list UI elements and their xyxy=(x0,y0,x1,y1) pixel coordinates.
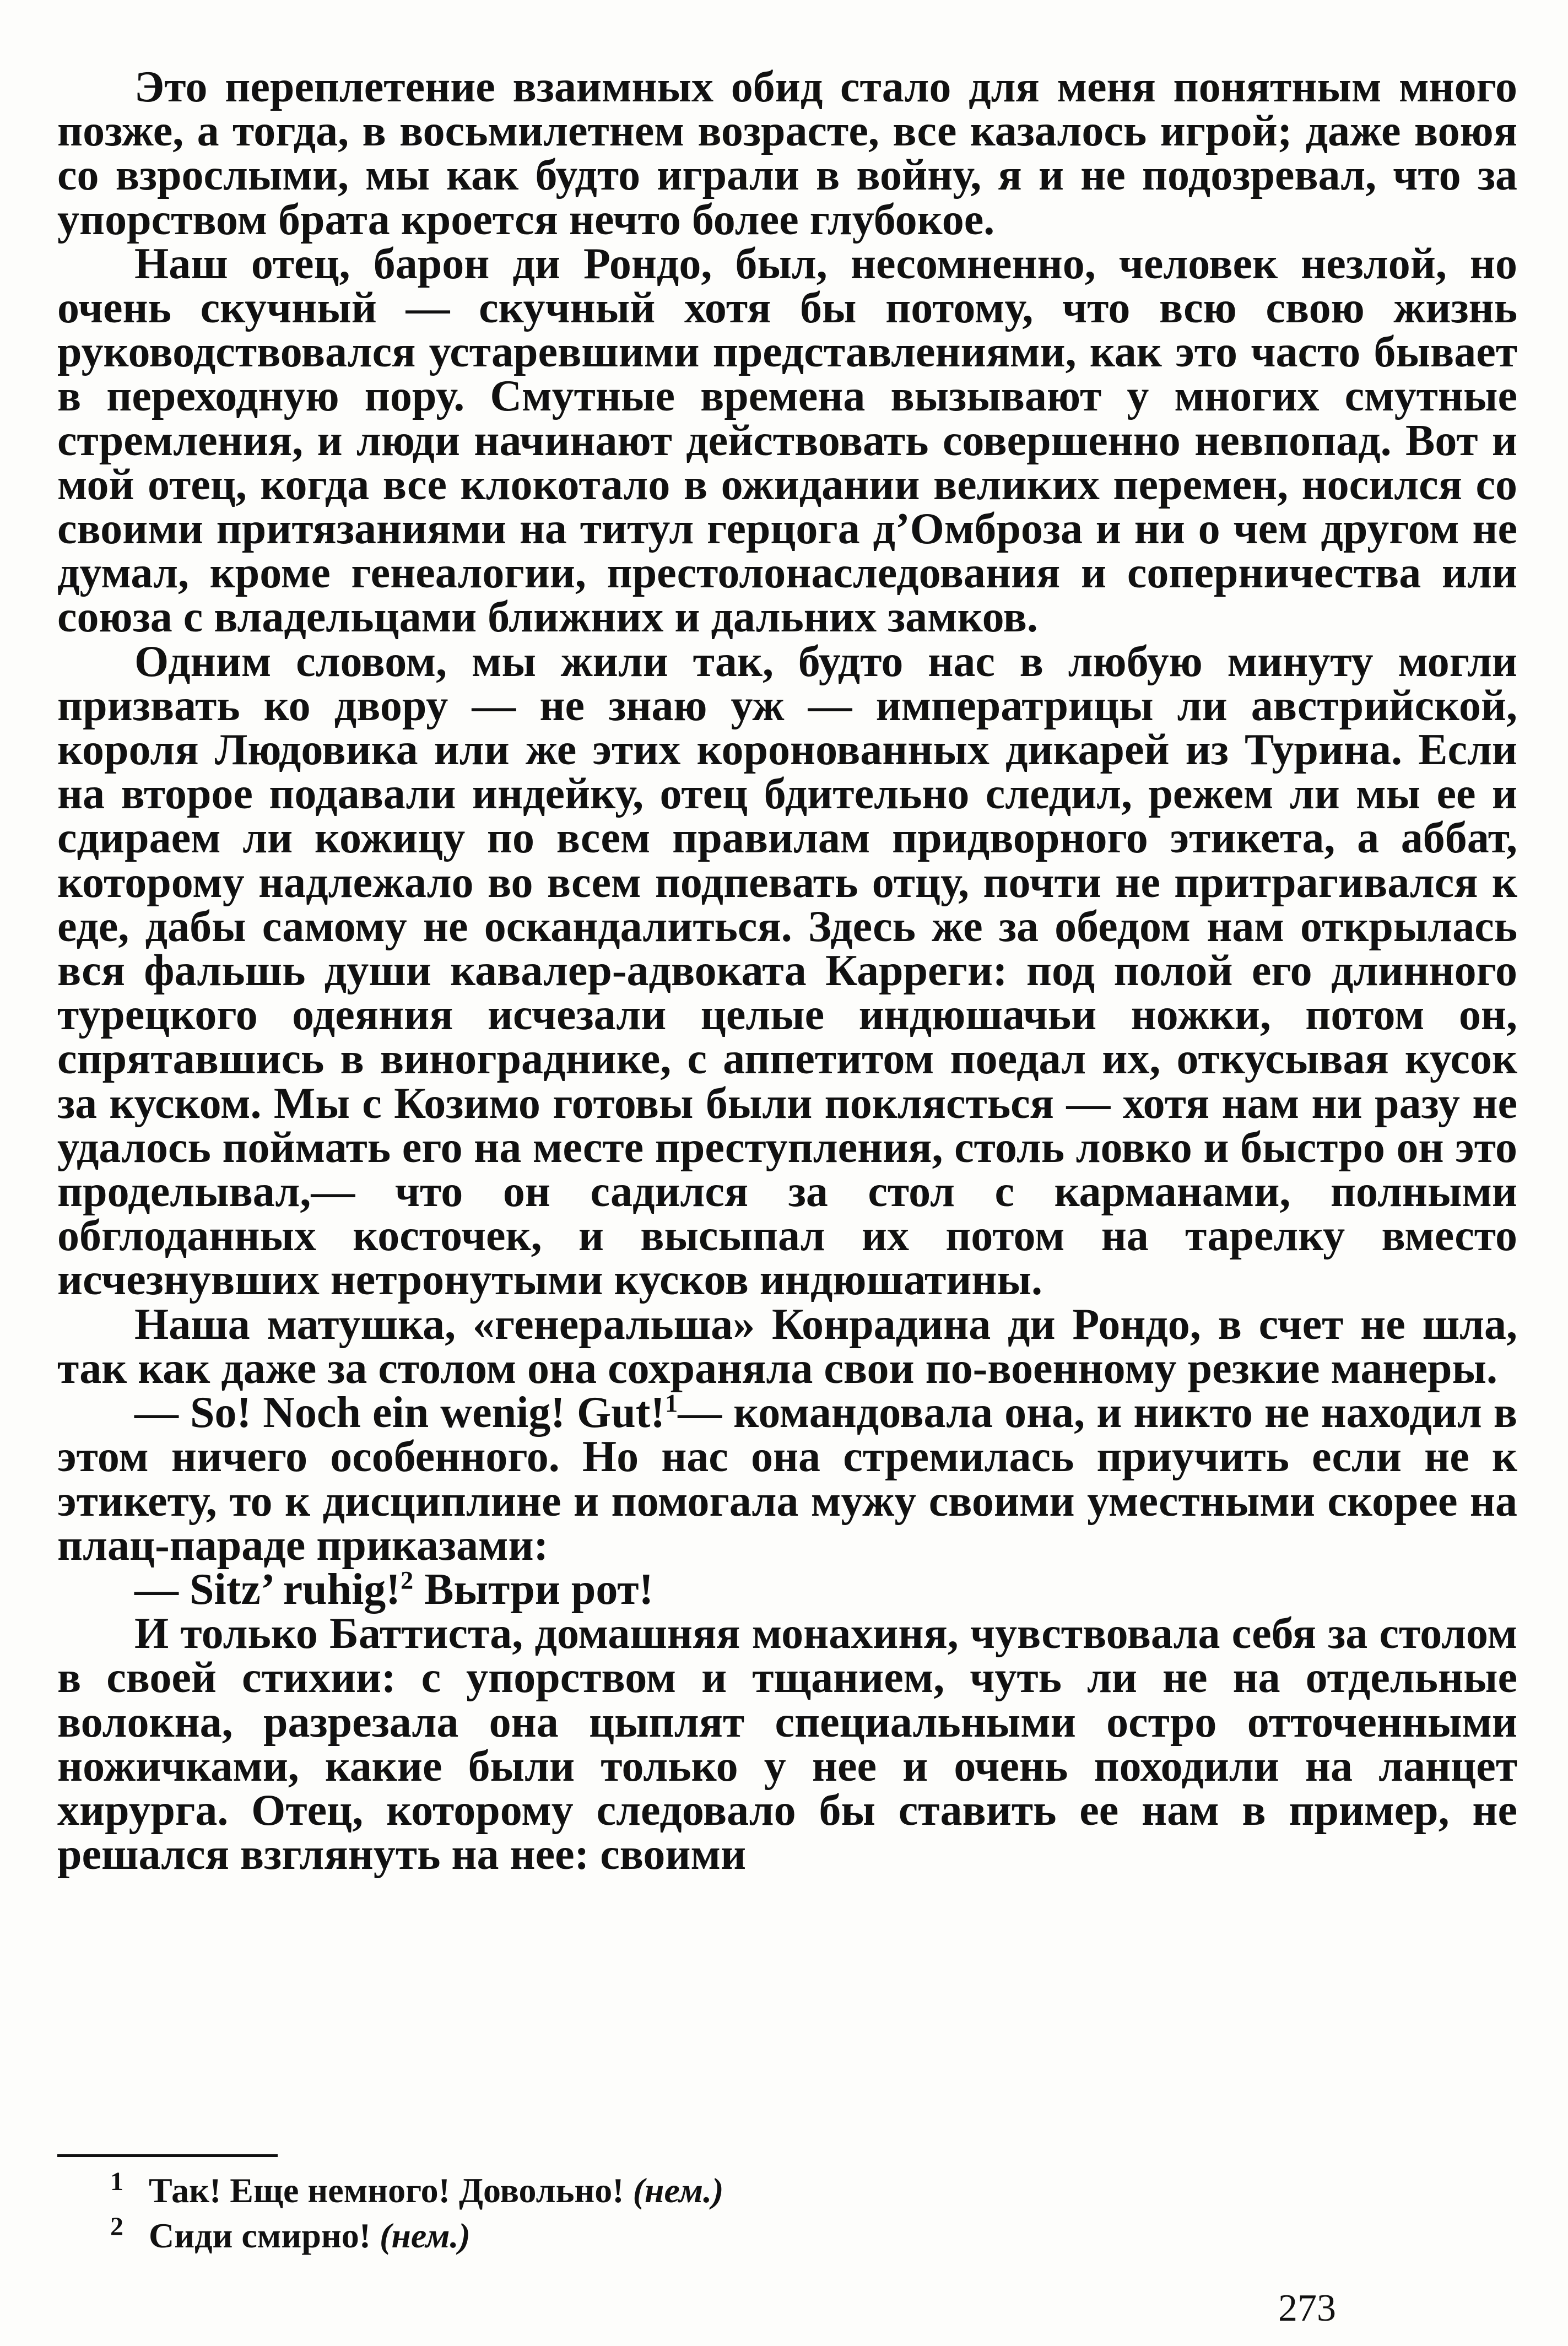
dialog-line xyxy=(57,1567,1517,1612)
paragraph: Одним словом, мы жили так, будто нас в любую минуту могли призвать ко двору — не знаю уж — императрицы ли австрийской, короля Людовика или же этих коронованных дикарей из Турина. Если на второе подавали индейку, отец бдительно следил, режем ли мы ее и сдираем ли кожицу по всем правилам придворного этикета, а аббат, которому надлежало во всем подпевать отцу, почти не притрагивался к еде, дабы самому не оскандалиться. Здесь же за обедом нам открылась вся фальшь души кавалер-адвоката Карреги: под полой его длинного турецкого одеяния исчезали целые индюшачьи ножки, потом он, спрятавшись в винограднике, с аппетитом поедал их, откусывая кусок за куском. Мы с Козимо готовы были поклясться — хотя нам ни разу не удалось поймать его на месте преступления, столь ловко и быстро он это проделывал,— что он садился за стол с карманами, полными обглоданных косточек, и высыпал их потом на тарелку вместо исчезнувших нетронутыми кусков индюшатины. xyxy=(57,637,1517,1305)
page-number: 273 xyxy=(1278,2287,1336,2329)
footnote-text: Сиди смирно! xyxy=(149,2216,380,2255)
footnote-divider xyxy=(57,2154,278,2157)
dialog-line xyxy=(57,1388,1517,1570)
dialog-text: — So! Noch ein wenig! Gut! xyxy=(134,1388,665,1437)
footnote-language-note: (нем.) xyxy=(632,2171,724,2210)
dialog-text: Вытри рот! xyxy=(413,1565,654,1614)
footnotes xyxy=(110,2168,1377,2258)
paragraph: И только Баттиста, домашняя монахиня, чувствовала себя за столом в своей стихии: с упорством и тщанием, чуть ли не на отдельные волокна, разрезала она цыплят специальными остро отточенными ножичками, какие были только у нее и очень походили на ланцет хирурга. Отец, которому следовало бы ставить ее нам в пример, не решался взглянуть на нее: своими xyxy=(57,1609,1517,1879)
main-text xyxy=(57,65,1517,1877)
footnote: 1 Так! Еще немного! Довольно! (нем.) xyxy=(110,2166,724,2210)
paragraph: Это переплетение взаимных обид стало для меня понятным много позже, а тогда, в восьмилетнем возрасте, все казалось игрой; даже воюя со взрослыми, мы как будто играли в войну, я и не подозревал, что за упорством брата кроется нечто более глубокое. xyxy=(57,63,1517,244)
footnote-ref: 2 xyxy=(400,1566,414,1595)
footnote-text: Так! Еще немного! Довольно! xyxy=(149,2171,633,2210)
paragraph: Наш отец, барон ди Рондо, был, несомненно, человек незлой, но очень скучный — скучный хотя бы потому, что всю свою жизнь руководствовался устаревшими представлениями, как это часто бывает в переходную пору. Смутные времена вызывают у многих смутные стремления, и люди начинают действовать совершенно невпопад. Вот и мой отец, когда все клокотало в ожидании великих перемен, носился со своими притязаниями на титул герцога д’Омброза и ни о чем другом не думал, кроме генеалогии, престолонаследования и соперничества или союза с владельцами ближних и дальних замков. xyxy=(57,239,1517,642)
dialog-text: — Sitz’ ruhig! xyxy=(134,1565,401,1614)
dialog-text: — командовала она, и никто не находил в этом ничего особенного. Но нас она стремилась приучить если не к этикету, то к дисциплине и помогала мужу своими уместными скорее на плац-параде приказами: xyxy=(57,1388,1517,1570)
footnote: 2 Сиди смирно! (нем.) xyxy=(110,2212,471,2255)
footnote-language-note: (нем.) xyxy=(380,2216,471,2255)
footnote-ref: 1 xyxy=(664,1390,678,1418)
paragraph: Наша матушка, «генеральша» Конрадина ди Рондо, в счет не шла, так как даже за столом она сохраняла свои по-военному резкие манеры. xyxy=(57,1300,1517,1393)
